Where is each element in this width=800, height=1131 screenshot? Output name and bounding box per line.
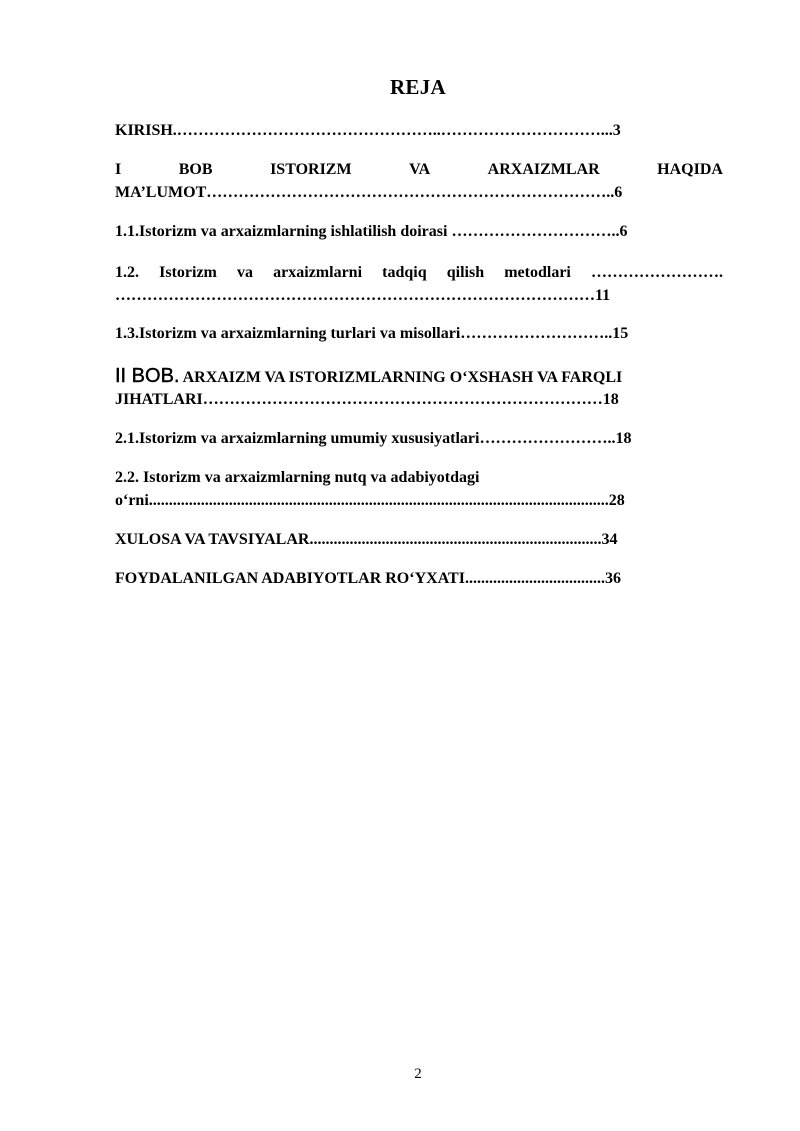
toc-word: BOB	[178, 161, 213, 178]
toc-chapter-2-line-1	[115, 364, 723, 390]
toc-section-1-2-line-2: ………………………………………………………………………………11	[115, 287, 611, 304]
toc-word: Istorizm	[159, 264, 217, 281]
toc-section-1-3: 1.3.Istorizm va arxaizmlarning turlari va misollari………………………..15	[115, 325, 629, 342]
toc-word: HAQIDA	[657, 161, 723, 178]
toc-section-2-2-line-2: o‘rni...................................................................................................................28	[115, 492, 625, 509]
toc-section-2-2-line-1: 2.2. Istorizm va arxaizmlarning nutq va adabiyotdagi	[115, 469, 480, 486]
toc-word: va	[237, 264, 254, 281]
toc-chapter-2-line-2: JIHATLARI…………………………………………………………………18	[115, 391, 619, 408]
toc-conclusion: XULOSA VA TAVSIYALAR.........................................................................34	[115, 531, 618, 548]
toc-word: metodlari	[504, 264, 571, 281]
toc-intro: KIRISH.…………………………………………..…………………………...3	[115, 122, 621, 139]
toc-section-1-1: 1.1.Istorizm va arxaizmlarning ishlatilish doirasi …………………………..6	[115, 223, 628, 240]
page-number: 2	[414, 1066, 422, 1082]
toc-word: arxaizmlarni	[273, 264, 363, 281]
toc-chapter-1-line-2: MA’LUMOT…………………………………………………………………..6	[115, 184, 623, 201]
toc-word: 1.2.	[115, 264, 139, 281]
toc-word: ARXAIZMLAR	[487, 161, 600, 178]
toc-word: VA	[409, 161, 431, 178]
toc-chapter-1-line-1	[115, 160, 723, 180]
toc-word: I	[115, 161, 122, 178]
page-title: REJA	[389, 75, 447, 99]
toc-word: …………………….	[591, 264, 723, 281]
chapter-2-title: ARXAIZM VA ISTORIZMLARNING O‘XSHASH VA FARQLI	[179, 369, 623, 386]
toc-word: qilish	[446, 264, 485, 281]
chapter-2-prefix: II BOB.	[115, 365, 180, 387]
toc-word: ISTORIZM	[270, 161, 352, 178]
toc-word: tadqiq	[382, 264, 427, 281]
toc-references: FOYDALANILGAN ADABIYOTLAR RO‘YXATI...................................36	[115, 570, 621, 587]
toc-section-2-1: 2.1.Istorizm va arxaizmlarning umumiy xususiyatlari……………………..18	[115, 430, 632, 447]
toc-section-1-2-line-1	[115, 263, 723, 283]
